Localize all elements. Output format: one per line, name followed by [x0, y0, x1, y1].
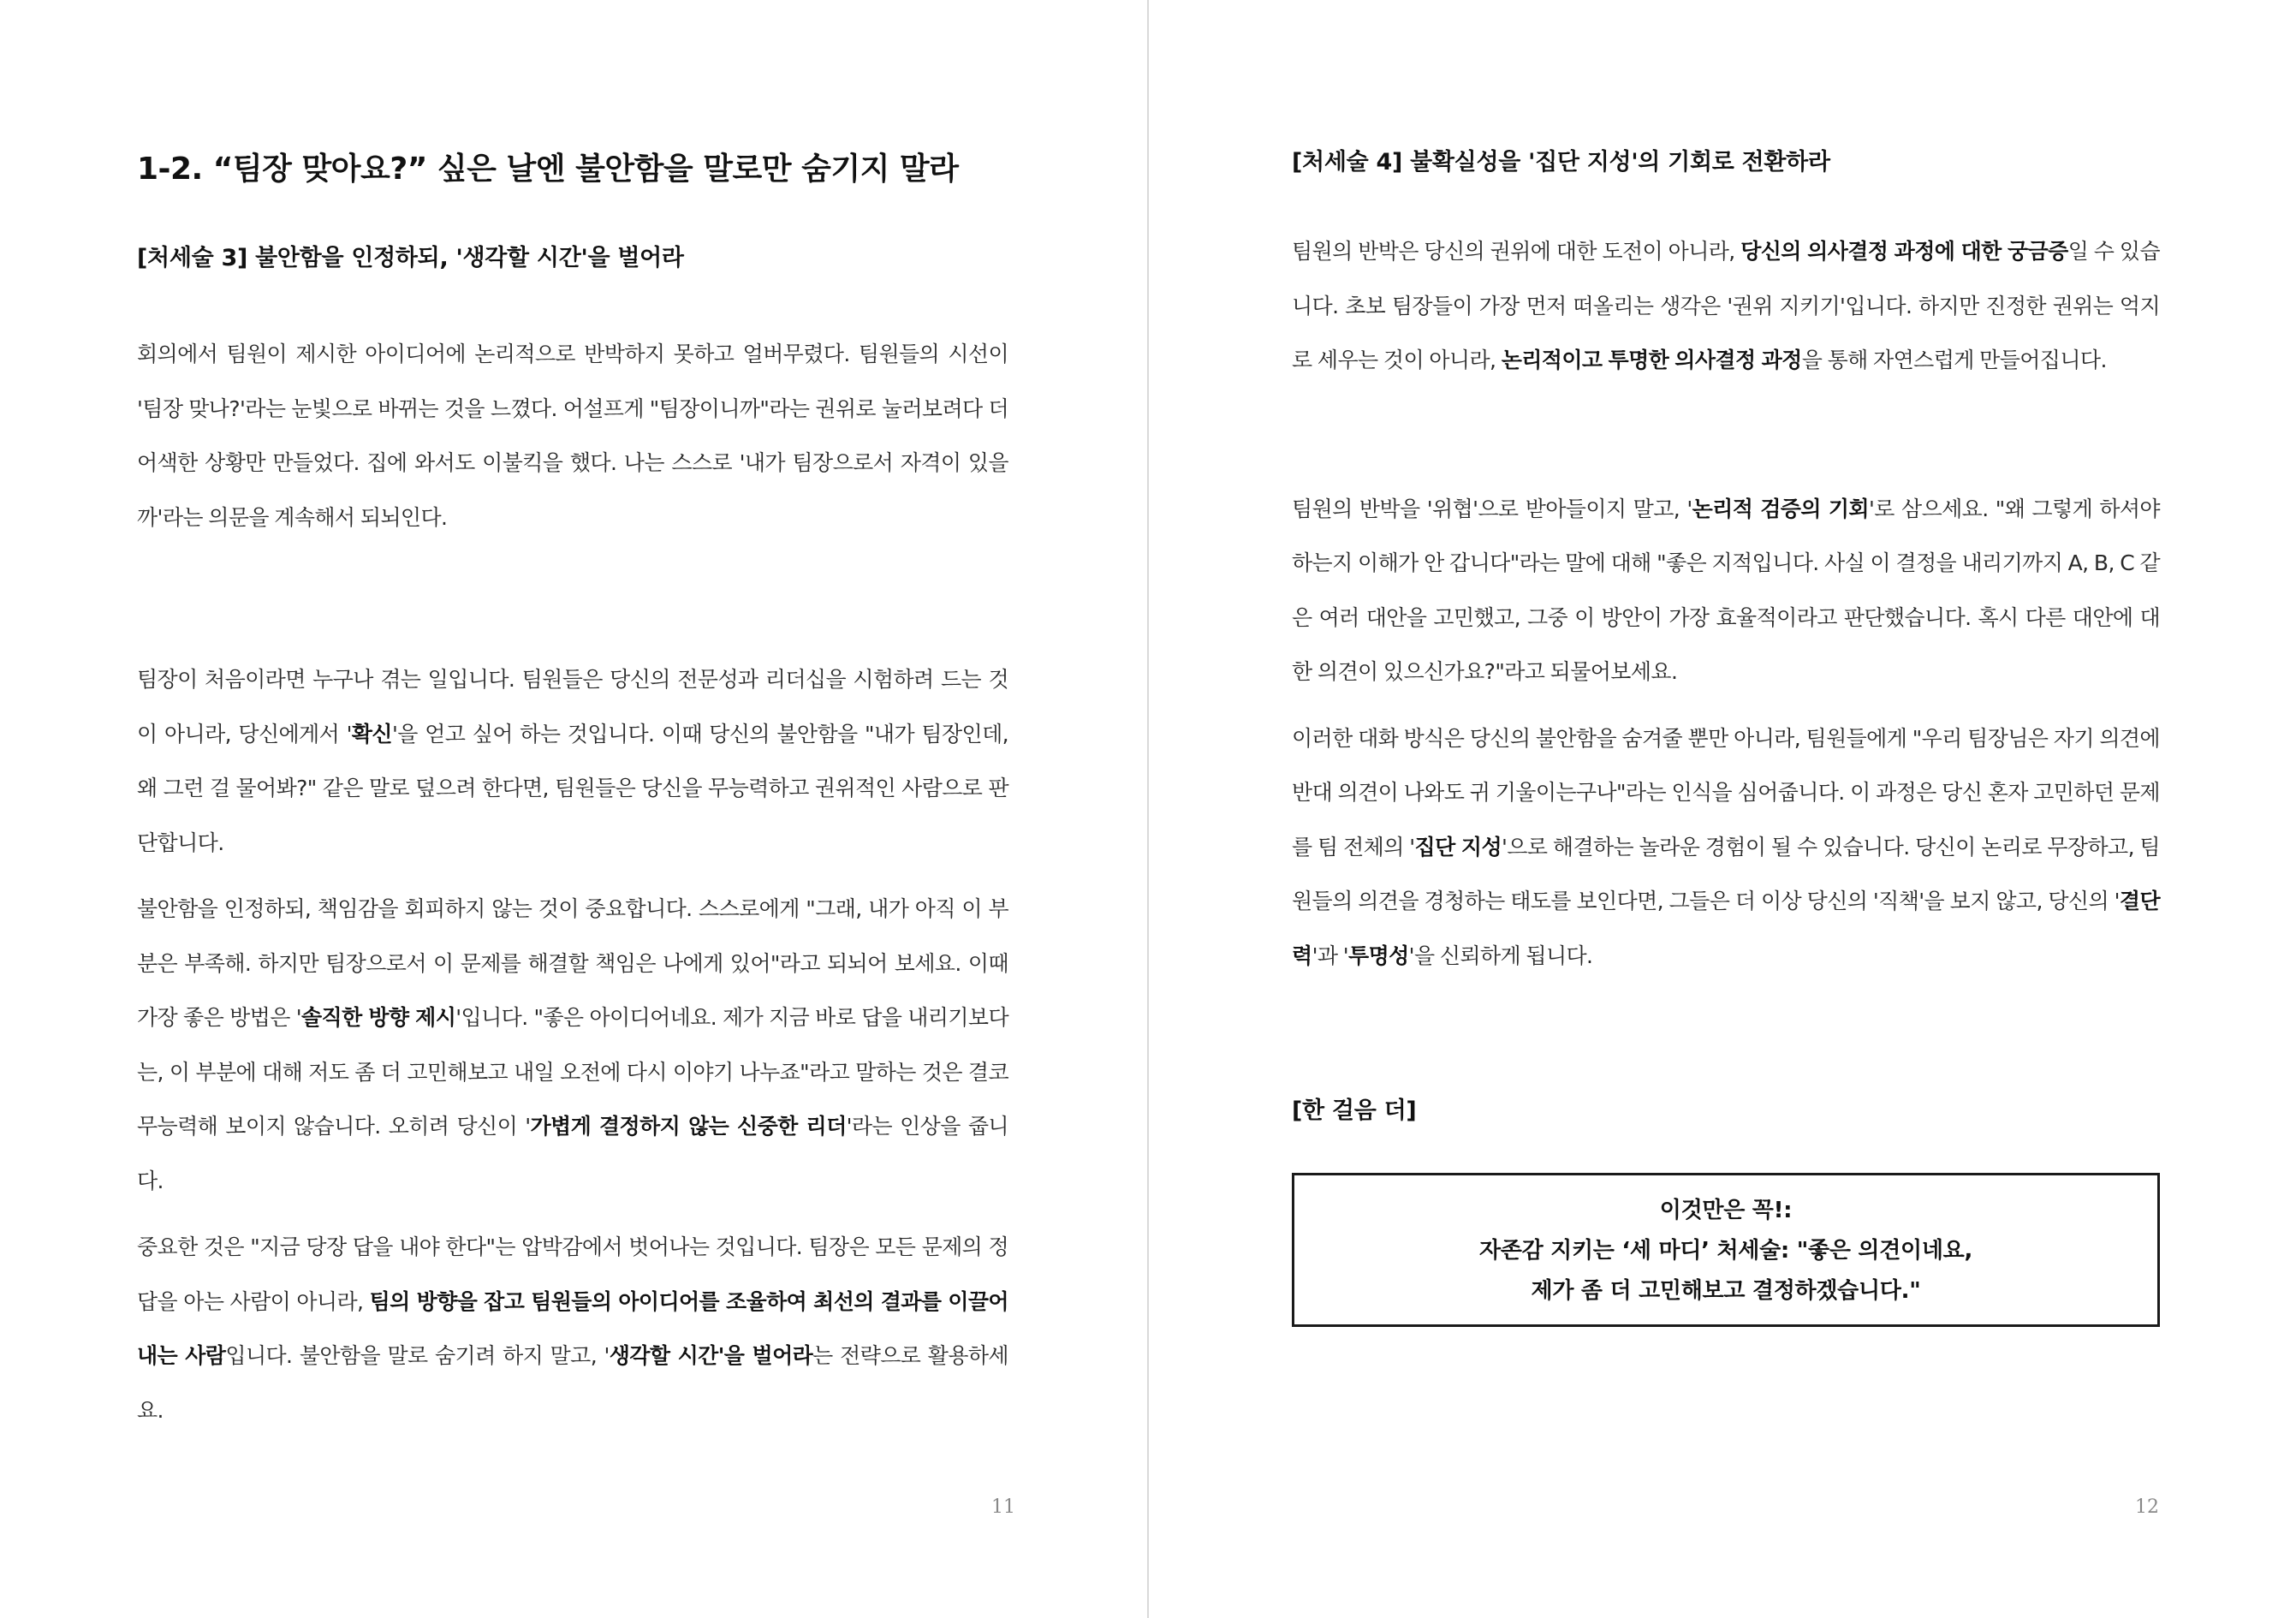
bold-text: 생각할 시간 [609, 1343, 718, 1368]
paragraph-3: 이러한 대화 방식은 당신의 불안함을 숨겨줄 뿐만 아니라, 팀원들에게 "우리 팀장님은 자기 의견에 반대 의견이 나와도 귀 기울이는구나"라는 인식을 심어줍니다. 이 과정은 당신 혼자 고민하던 문제를 팀 전체의 '집단 지성'으로 해결하는 놀라운 경험이 될 수 있습니다. 당신이 논리로 무장하고, 팀원들의 의견을 경청하는 태도를 보인다면, 그들은 더 이상 당신의 '직책'을 보지 않고, 당신의 '결단력'과 '투명성'을 신뢰하게 됩니다. [1292, 725, 2160, 968]
right-page-content [1292, 146, 2160, 1327]
paragraph-2: 팀장이 처음이라면 누구나 겪는 일입니다. 팀원들은 당신의 전문성과 리더십을 시험하려 드는 것이 아니라, 당신에게서 '확신'을 얻고 싶어 하는 것입니다. 이때 당신의 불안함을 "내가 팀장인데, 왜 그런 걸 물어봐?" 같은 말로 덮으려 한다면, 팀원들은 당신을 무능력하고 권위적인 사람으로 판단합니다. [137, 667, 1008, 855]
chapter-title: 1-2. “팀장 맞아요?” 싶은 날엔 불안함을 말로만 숨기지 말라 [137, 152, 959, 187]
bold-text: 당신의 의사결정 과정에 대한 궁금증 [1740, 239, 2068, 264]
paragraph-1: 회의에서 팀원이 제시한 아이디어에 논리적으로 반박하지 못하고 얼버무렸다. 팀원들의 시선이 '팀장 맞나?'라는 눈빛으로 바뀌는 것을 느꼈다. 어설프게 "팀장이니까"라는 권위로 눌러보려다 더 어색한 상황만 만들었다. 집에 와서도 이불킥을 했다. 나는 스스로 '내가 팀장으로서 자격이 있을까'라는 의문을 계속해서 되뇌인다. [137, 342, 1008, 530]
callout-line-2: 자존감 지키는 ‘세 마디’ 처세술: "좋은 의견이네요, [1478, 1238, 1973, 1264]
bold-text: 논리적이고 투명한 의사결정 과정 [1501, 348, 1802, 372]
callout-box [1292, 1173, 2160, 1327]
callout-line-1: 이것만은 꼭!: [1659, 1198, 1793, 1223]
page-number: 11 [991, 1496, 1015, 1518]
bold-text: 가볍게 결정하지 않는 신중한 리더 [530, 1114, 847, 1139]
bold-text: 논리적 검증의 기회 [1692, 496, 1869, 521]
bold-text: 집단 지성 [1414, 834, 1502, 860]
page-number: 12 [2135, 1496, 2159, 1518]
right-page [1149, 0, 2296, 1618]
section-title-4: [처세술 4] 불확실성을 '집단 지성'의 기회로 전환하라 [1292, 149, 1830, 175]
paragraph-2: 팀원의 반박을 '위협'으로 받아들이지 말고, '논리적 검증의 기회'로 삼으세요. "왜 그렇게 하셔야 하는지 이해가 안 갑니다"라는 말에 대해 "좋은 지적입니다. 사실 이 결정을 내리기까지 A, B, C 같은 여러 대안을 고민했고, 그중 이 방안이 가장 효율적이라고 판단했습니다. 혹시 다른 대안에 대한 의견이 있으신가요?"라고 되물어보세요. [1292, 496, 2160, 684]
section-title-3: [처세술 3] 불안함을 인정하되, '생각할 시간'을 벌어라 [137, 245, 684, 271]
paragraph-1: 팀원의 반박은 당신의 권위에 대한 도전이 아니라, 당신의 의사결정 과정에 대한 궁금증일 수 있습니다. 초보 팀장들이 가장 먼저 떠올리는 생각은 '권위 지키기'입니다. 하지만 진정한 권위는 억지로 세우는 것이 아니라, 논리적이고 투명한 의사결정 과정을 통해 자연스럽게 만들어집니다. [1292, 239, 2160, 372]
bold-text: 솔직한 방향 제시 [300, 1005, 456, 1030]
step-title: [한 걸음 더] [1292, 1098, 1417, 1124]
bold-text: 투명성 [1348, 943, 1409, 968]
left-page-content [137, 146, 1008, 1437]
bold-text: 벌어라 [752, 1343, 813, 1368]
bold-text: 확신 [351, 721, 392, 747]
bold-text: 결단력 [1292, 889, 2160, 968]
callout-line-3: 제가 좀 더 고민해보고 결정하겠습니다." [1531, 1278, 1921, 1304]
paragraph-3: 불안함을 인정하되, 책임감을 회피하지 않는 것이 중요합니다. 스스로에게 "그래, 내가 아직 이 부분은 부족해. 하지만 팀장으로서 이 문제를 해결할 책임은 나에게 있어"라고 되뇌어 보세요. 이때 가장 좋은 방법은 '솔직한 방향 제시'입니다. "좋은 아이디어네요. 제가 지금 바로 답을 내리기보다는, 이 부분에 대해 저도 좀 더 고민해보고 내일 오전에 다시 이야기 나누죠"라고 말하는 것은 결코 무능력해 보이지 않습니다. 오히려 당신이 '가볍게 결정하지 않는 신중한 리더'라는 인상을 줍니다. [137, 896, 1008, 1193]
bold-text: 팀의 방향을 잡고 팀원들의 아이디어를 조율하여 최선의 결과를 이끌어내는 사람 [137, 1288, 1008, 1368]
paragraph-4: 중요한 것은 "지금 당장 답을 내야 한다"는 압박감에서 벗어나는 것입니다. 팀장은 모든 문제의 정답을 아는 사람이 아니라, 팀의 방향을 잡고 팀원들의 아이디어를 조율하여 최선의 결과를 이끌어내는 사람입니다. 불안함을 말로 숨기려 하지 말고, '생각할 시간'을 벌어라는 전략으로 활용하세요. [137, 1234, 1008, 1423]
